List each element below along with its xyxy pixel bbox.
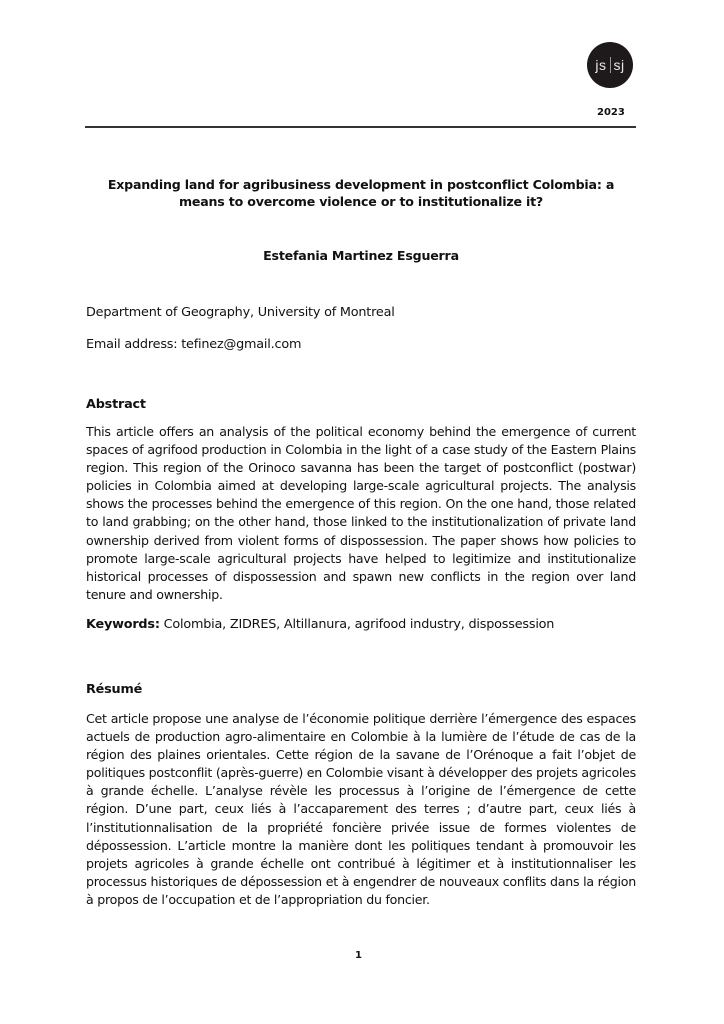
- abstract-heading: Abstract: [86, 397, 146, 412]
- article-title: Expanding land for agribusiness development in postconflict Colombia: a means to overcome violence or to institutionalize it?: [107, 177, 615, 209]
- logo-text-right: sj: [613, 57, 625, 73]
- article-author: Estefania Martinez Esguerra: [263, 248, 459, 263]
- logo-divider: [610, 57, 611, 73]
- page-number: 1: [355, 950, 362, 961]
- keywords-line: [86, 617, 554, 632]
- author-affiliation: Department of Geography, University of Montreal: [86, 305, 395, 320]
- header-rule: [85, 126, 636, 128]
- keywords-label: Keywords:: [86, 617, 160, 632]
- author-email: Email address: tefinez@gmail.com: [86, 337, 302, 352]
- abstract-body: This article offers an analysis of the political economy behind the emergence of current spaces of agrifood production in Colombia in the light of a case study of the Eastern Plains region. This region of the Orinoco savanna has been the target of postconflict (postwar) policies in Colombia aimed at developing large-scale agricultural projects. The analysis shows the processes behind the emergence of this region. On the one hand, those related to land grabbing; on the other hand, those linked to the institutionalization of private land ownership derived from violent forms of dispossession. The paper shows how policies to promote large-scale agricultural projects have helped to legitimize and institutionalize historical processes of dispossession and spawn new conflicts in the region over land tenure and ownership.: [86, 424, 636, 602]
- logo-text-left: js: [595, 57, 607, 73]
- keywords-values: Colombia, ZIDRES, Altillanura, agrifood industry, dispossession: [159, 617, 555, 632]
- publication-year: 2023: [597, 107, 625, 118]
- resume-body: Cet article propose une analyse de l’économie politique derrière l’émergence des espaces actuels de production agro-alimentaire en Colombie à la lumière de l’étude de cas de la région des plaines orientales. Cette région de la savane de l’Orénoque a fait l’objet de politiques postconflit (après-guerre) en Colombie visant à développer des projets agricoles à grande échelle. L’analyse révèle les processus à l’origine de l’émergence de cette région. D’une part, ceux liés à l’accaparement des terres ; d’autre part, ceux liés à l’institutionnalisation de la propriété foncière privée issue de formes violentes de dépossession. L’article montre la manière dont les politiques tendant à promouvoir les projets agricoles à grande échelle ont contribué à légitimer et à institutionnaliser les processus historiques de dépossession et à engendrer de nouveaux conflits dans la région à propos de l’occupation et de l’appropriation du foncier.: [86, 711, 636, 907]
- journal-logo: [587, 42, 633, 88]
- resume-heading: Résumé: [86, 682, 143, 697]
